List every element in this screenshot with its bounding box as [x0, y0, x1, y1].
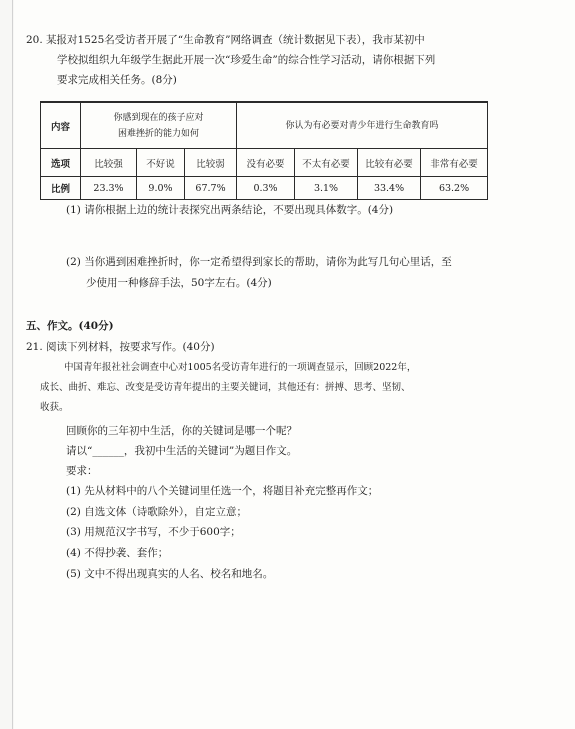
option-cell: 没有必要 [237, 149, 295, 177]
material-line-3: 收获。 [40, 402, 69, 413]
question-20-line-3: 要求完成相关任务。(8分) [57, 74, 177, 86]
question-20-line-2: 学校拟组织九年级学生据此开展一次“珍爱生命”的综合性学习活动，请你根据下列 [57, 54, 436, 66]
question-1-header-line-2: 困难挫折的能力如何 [118, 128, 200, 139]
question-number: 20. [26, 34, 43, 46]
requirement-item: (3) 用规范汉字书写，不少于600字； [66, 526, 241, 538]
question-20-line-1 [26, 30, 546, 50]
ratio-cell: 33.4% [358, 177, 421, 200]
requirement-item: (1) 先从材料中的八个关键词里任选一个，将题目补充完整再作文； [66, 485, 379, 497]
question-21: 21. 阅读下列材料，按要求写作。(40分) [26, 341, 215, 353]
section-5-heading: 五、作文。(40分) [26, 320, 114, 332]
options-row [41, 149, 488, 177]
ratio-cell: 3.1% [295, 177, 358, 200]
question-1-header [81, 102, 237, 149]
ratio-cell: 9.0% [137, 177, 185, 200]
ratio-cell: 63.2% [421, 177, 488, 200]
question-2-header: 你认为有必要对青少年进行生命教育吗 [237, 102, 488, 149]
option-cell: 比较强 [81, 149, 137, 177]
material-line-1: 中国青年报社社会调查中心对1005名受访青年进行的一项调查显示，回顾2022年， [64, 362, 417, 373]
option-cell: 比较弱 [185, 149, 237, 177]
question-text: 某报对1525名受访者开展了“生命教育”网络调查（统计数据见下表），我市某初中 [46, 34, 425, 46]
option-cell: 比较有必要 [358, 149, 421, 177]
option-cell: 不太有必要 [295, 149, 358, 177]
requirement-item: (4) 不得抄袭、套作； [66, 547, 169, 559]
material-line-2: 成长、曲折、难忘、改变是受访青年提出的主要关键词，其他还有：拼搏、思考、坚韧、 [40, 382, 411, 393]
option-cell: 不好说 [137, 149, 185, 177]
requirements-title: 要求： [66, 465, 98, 477]
prompt-line-2: 请以“______，我初中生活的关键词”为题目作文。 [66, 445, 298, 457]
prompt-line-1: 回顾你的三年初中生活，你的关键词是哪一个呢？ [66, 425, 297, 437]
survey-table [40, 101, 488, 200]
options-label: 选项 [41, 149, 81, 177]
table-corner-cell: 内容 [41, 102, 81, 149]
sub-question-2-line-2: 少使用一种修辞手法，50字左右。(4分) [86, 277, 272, 289]
material-text [40, 358, 495, 418]
page-edge-line [12, 0, 13, 729]
requirement-item: (2) 自选文体（诗歌除外），自定立意； [66, 506, 247, 518]
question-1-header-line-1: 你感到现在的孩子应对 [113, 112, 204, 123]
sub-question-1: (1) 请你根据上边的统计表探究出两条结论，不要出现具体数字。(4分) [66, 204, 394, 216]
ratios-row [41, 177, 488, 200]
option-cell: 非常有必要 [421, 149, 488, 177]
ratio-cell: 67.7% [185, 177, 237, 200]
ratio-cell: 0.3% [237, 177, 295, 200]
requirement-item: (5) 文中不得出现真实的人名、校名和地名。 [66, 568, 274, 580]
ratios-label: 比例 [41, 177, 81, 200]
sub-question-2-line-1: (2) 当你遇到困难挫折时，你一定希望得到家长的帮助，请你为此写几句心里话，至 [66, 256, 452, 268]
question-20 [26, 30, 546, 90]
ratio-cell: 23.3% [81, 177, 137, 200]
table-header-row [41, 102, 488, 149]
